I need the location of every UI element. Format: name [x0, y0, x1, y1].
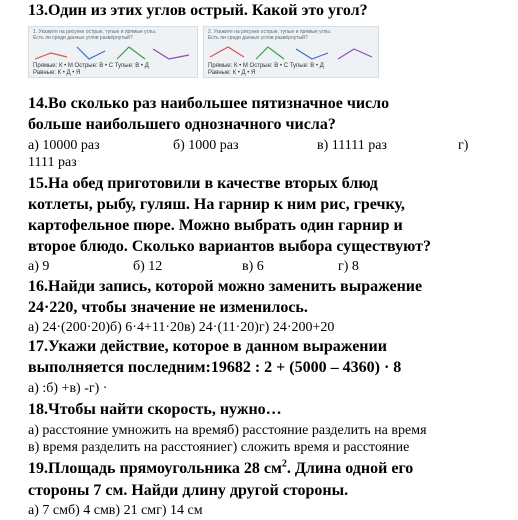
q19-options: а) 7 смб) 4 смв) 21 смг) 14 см	[28, 503, 203, 518]
angles-figure-2	[203, 26, 379, 78]
q19-line-1-tail: . Длина одной его	[286, 460, 414, 477]
figure-1-caption-2: Есть ли среди данных углов развёрнутый?	[33, 35, 133, 41]
figure-1-foot-1: Прямые: К • М Острые: В • С Тупые: В • Д	[33, 63, 149, 69]
q18-options-line-2: в) время разделить на расстояниег) сложить время и расстояние	[28, 440, 410, 455]
q14-option-b: б) 1000 раз	[173, 138, 239, 153]
q16-line-1: 16.Найди запись, которой можно заменить выражение	[28, 278, 423, 295]
q19-line-1	[28, 458, 413, 480]
q14-option-a: а) 10000 раз	[28, 138, 100, 153]
q14-option-v: в) 11111 раз	[317, 138, 387, 153]
angles-drawing-2	[204, 41, 378, 63]
figure-2-foot-1: Прямые: К • М Острые: В • С Тупые: В • Д	[208, 63, 324, 69]
q15-line-3: картофельное пюре. Можно выбрать один гарнир и	[28, 217, 403, 234]
q15-line-4: второе блюдо. Сколько вариантов выбора существуют?	[28, 238, 431, 255]
q15-line-1: 15.На обед приготовили в качестве вторых блюд	[28, 175, 378, 192]
q14-line-2: больше наибольшего однозначного числа?	[28, 116, 336, 133]
q15-line-2: котлеты, рыбу, гуляш. На гарнир к ним рис, гречку,	[28, 196, 405, 213]
figure-2-caption-2: Есть ли среди данных углов развёрнутый?	[208, 35, 308, 41]
figure-1-caption-1: 1. Укажите на рисунке острые, тупые и прямые углы.	[33, 29, 157, 35]
q14-line-1: 14.Во сколько раз наибольшее пятизначное число	[28, 95, 390, 112]
q15-option-v: в) 6	[242, 259, 264, 274]
figure-2-foot-2: Равные: К • Д • Я	[208, 70, 256, 76]
q17-line-2: выполняется последним:19682 : 2 + (5000 – 4360) · 8	[28, 359, 402, 376]
figure-1-foot-2: Равные: К • Д • Я	[33, 70, 81, 76]
q16-line-2: 24·220, чтобы значение не изменилось.	[28, 299, 308, 316]
q14-option-g-continued: 1111 раз	[28, 155, 77, 170]
figure-2-caption-1: 2. Укажите на рисунке острые, тупые и прямые углы.	[208, 29, 332, 35]
q15-option-a: а) 9	[28, 259, 50, 274]
q13-title: 13.Один из этих углов острый. Какой это угол?	[28, 2, 368, 19]
q19-line-2: стороны 7 см. Найди длину другой стороны.	[28, 482, 349, 499]
angles-drawing-1	[29, 41, 197, 63]
q19-squared-superscript: 2	[281, 458, 287, 470]
q14-option-g: г)	[458, 138, 469, 153]
q17-options: а) :б) +в) -г) ·	[28, 381, 108, 396]
q17-line-1: 17.Укажи действие, которое в данном выражении	[28, 338, 387, 355]
angles-figure-1	[28, 26, 198, 78]
q16-options: а) 24·(200·20)б) 6·4+11·20в) 24·(11·20)г) 24·200+20	[28, 320, 335, 335]
q15-option-b: б) 12	[133, 259, 163, 274]
q19-line-1-text: 19.Площадь прямоугольника 28 см	[28, 460, 282, 477]
q18-line-1: 18.Чтобы найти скорость, нужно…	[28, 401, 282, 418]
q15-option-g: г) 8	[338, 259, 359, 274]
q18-options-line-1: а) расстояние умножить на времяб) расстояние разделить на время	[28, 423, 427, 438]
